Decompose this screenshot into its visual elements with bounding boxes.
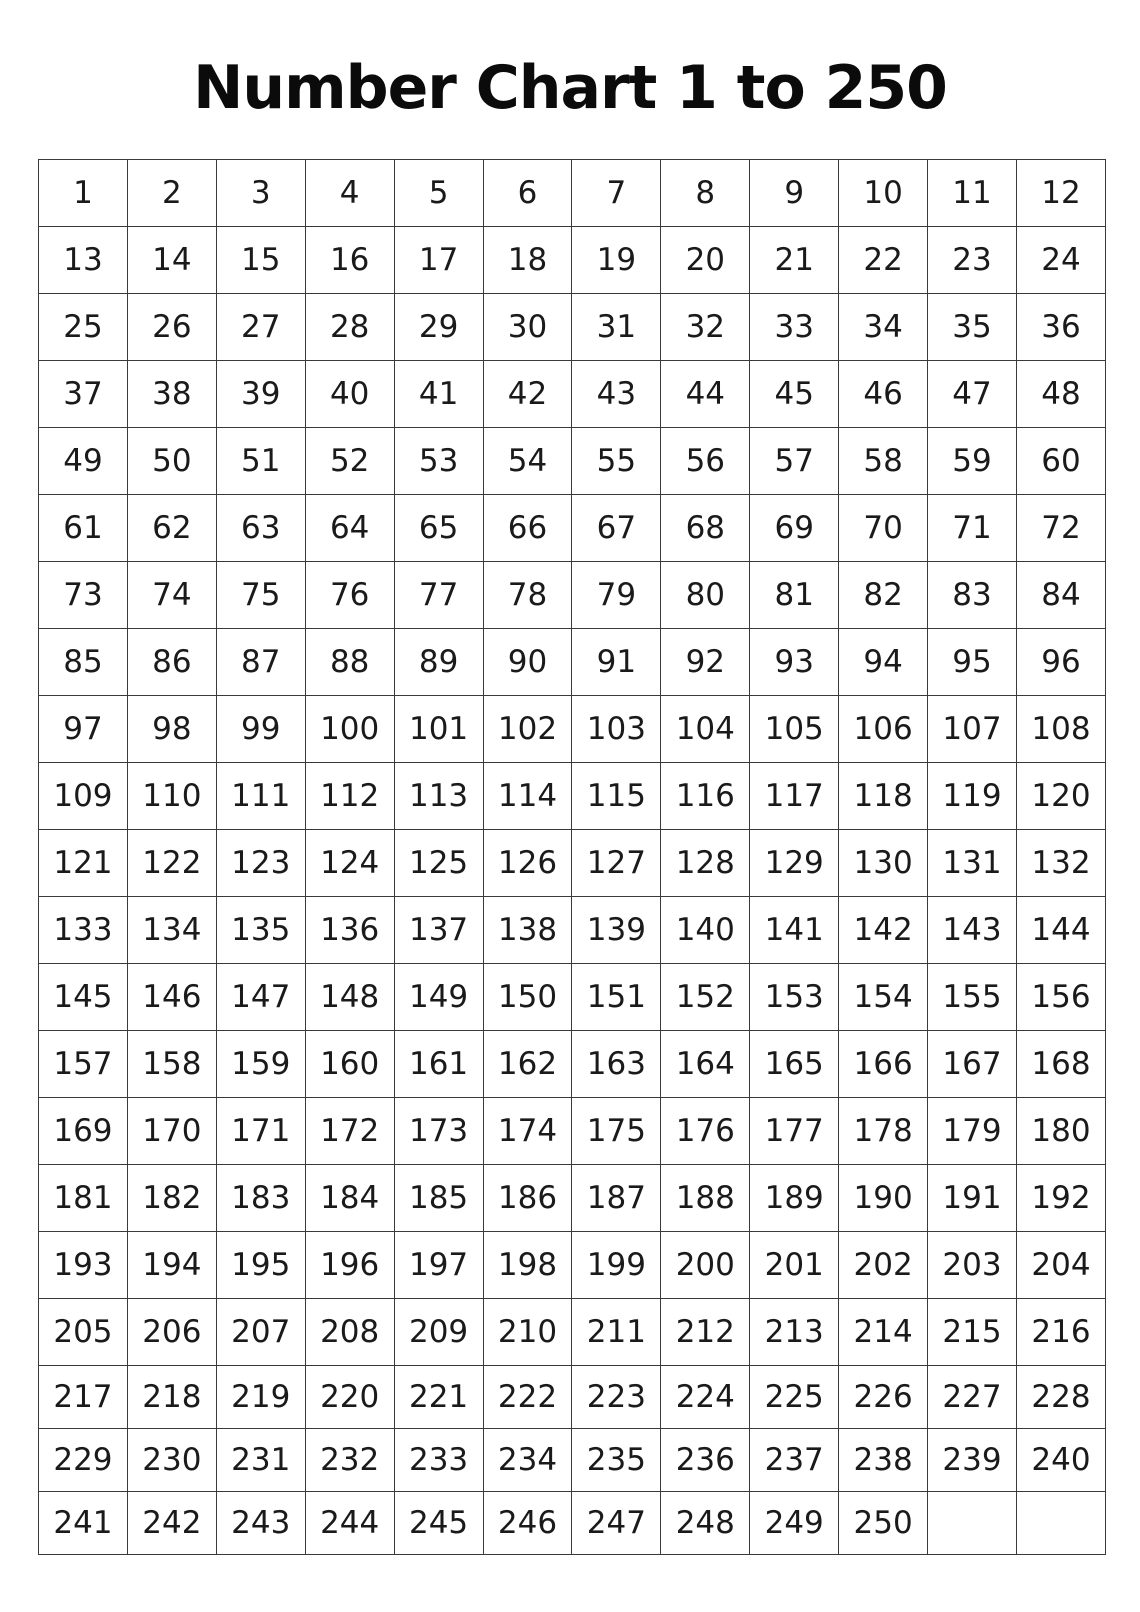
number-cell: 106 [839, 696, 928, 763]
number-cell: 58 [839, 428, 928, 495]
number-cell: 2 [127, 160, 216, 227]
number-grid [38, 159, 1106, 1555]
number-cell: 25 [39, 294, 128, 361]
number-cell: 107 [928, 696, 1017, 763]
number-cell: 165 [750, 1031, 839, 1098]
number-cell: 192 [1016, 1165, 1105, 1232]
number-cell: 230 [127, 1429, 216, 1492]
number-cell: 16 [305, 227, 394, 294]
number-cell: 188 [661, 1165, 750, 1232]
number-cell: 174 [483, 1098, 572, 1165]
number-cell: 8 [661, 160, 750, 227]
number-cell: 77 [394, 562, 483, 629]
number-cell: 205 [39, 1299, 128, 1366]
number-cell: 118 [839, 763, 928, 830]
number-cell: 162 [483, 1031, 572, 1098]
number-cell: 185 [394, 1165, 483, 1232]
number-cell: 15 [216, 227, 305, 294]
number-cell: 83 [928, 562, 1017, 629]
number-cell: 159 [216, 1031, 305, 1098]
number-cell: 73 [39, 562, 128, 629]
number-cell: 204 [1016, 1232, 1105, 1299]
number-cell: 187 [572, 1165, 661, 1232]
number-cell: 69 [750, 495, 839, 562]
number-cell: 216 [1016, 1299, 1105, 1366]
grid-row [39, 830, 1106, 897]
number-cell: 139 [572, 897, 661, 964]
number-cell: 169 [39, 1098, 128, 1165]
number-cell: 53 [394, 428, 483, 495]
number-cell: 186 [483, 1165, 572, 1232]
number-cell: 60 [1016, 428, 1105, 495]
number-cell: 132 [1016, 830, 1105, 897]
grid-row [39, 227, 1106, 294]
number-cell: 154 [839, 964, 928, 1031]
grid-row [39, 696, 1106, 763]
number-cell: 71 [928, 495, 1017, 562]
number-cell: 145 [39, 964, 128, 1031]
number-cell: 226 [839, 1366, 928, 1429]
number-cell: 206 [127, 1299, 216, 1366]
number-cell: 124 [305, 830, 394, 897]
number-cell: 157 [39, 1031, 128, 1098]
number-cell: 20 [661, 227, 750, 294]
number-cell: 213 [750, 1299, 839, 1366]
number-cell: 6 [483, 160, 572, 227]
number-cell: 31 [572, 294, 661, 361]
number-cell: 32 [661, 294, 750, 361]
number-cell: 155 [928, 964, 1017, 1031]
number-cell: 115 [572, 763, 661, 830]
number-cell: 195 [216, 1232, 305, 1299]
number-cell: 158 [127, 1031, 216, 1098]
number-cell: 23 [928, 227, 1017, 294]
number-cell: 201 [750, 1232, 839, 1299]
number-cell: 84 [1016, 562, 1105, 629]
number-cell: 134 [127, 897, 216, 964]
number-cell: 95 [928, 629, 1017, 696]
number-cell: 152 [661, 964, 750, 1031]
number-cell: 44 [661, 361, 750, 428]
number-cell: 119 [928, 763, 1017, 830]
number-cell: 209 [394, 1299, 483, 1366]
number-cell: 222 [483, 1366, 572, 1429]
number-cell: 223 [572, 1366, 661, 1429]
number-cell: 168 [1016, 1031, 1105, 1098]
number-cell: 113 [394, 763, 483, 830]
number-cell: 101 [394, 696, 483, 763]
number-cell: 136 [305, 897, 394, 964]
number-cell: 98 [127, 696, 216, 763]
number-cell: 207 [216, 1299, 305, 1366]
number-cell: 36 [1016, 294, 1105, 361]
grid-row [39, 1492, 1106, 1555]
number-cell: 43 [572, 361, 661, 428]
grid-row [39, 1098, 1106, 1165]
number-cell: 111 [216, 763, 305, 830]
number-cell: 94 [839, 629, 928, 696]
number-cell: 141 [750, 897, 839, 964]
number-cell: 245 [394, 1492, 483, 1555]
grid-row [39, 1165, 1106, 1232]
number-cell: 91 [572, 629, 661, 696]
number-cell: 11 [928, 160, 1017, 227]
number-cell: 45 [750, 361, 839, 428]
number-cell: 144 [1016, 897, 1105, 964]
number-cell: 93 [750, 629, 839, 696]
number-cell: 56 [661, 428, 750, 495]
number-cell: 12 [1016, 160, 1105, 227]
number-cell: 37 [39, 361, 128, 428]
number-grid-body [39, 160, 1106, 1555]
number-cell: 9 [750, 160, 839, 227]
number-cell: 171 [216, 1098, 305, 1165]
number-cell: 99 [216, 696, 305, 763]
number-cell: 103 [572, 696, 661, 763]
grid-row [39, 897, 1106, 964]
number-cell: 125 [394, 830, 483, 897]
number-cell: 86 [127, 629, 216, 696]
number-cell: 170 [127, 1098, 216, 1165]
number-cell: 10 [839, 160, 928, 227]
number-cell: 143 [928, 897, 1017, 964]
number-cell: 248 [661, 1492, 750, 1555]
number-cell: 140 [661, 897, 750, 964]
number-cell: 38 [127, 361, 216, 428]
number-cell: 112 [305, 763, 394, 830]
number-cell: 96 [1016, 629, 1105, 696]
number-cell: 131 [928, 830, 1017, 897]
number-cell: 148 [305, 964, 394, 1031]
number-cell: 52 [305, 428, 394, 495]
number-cell: 26 [127, 294, 216, 361]
number-cell: 180 [1016, 1098, 1105, 1165]
number-cell: 172 [305, 1098, 394, 1165]
number-cell: 243 [216, 1492, 305, 1555]
number-cell: 225 [750, 1366, 839, 1429]
number-cell: 79 [572, 562, 661, 629]
number-cell: 13 [39, 227, 128, 294]
number-cell: 46 [839, 361, 928, 428]
number-cell: 249 [750, 1492, 839, 1555]
number-cell: 22 [839, 227, 928, 294]
grid-row [39, 1031, 1106, 1098]
grid-row [39, 1299, 1106, 1366]
number-cell: 194 [127, 1232, 216, 1299]
number-cell: 241 [39, 1492, 128, 1555]
number-cell: 19 [572, 227, 661, 294]
number-cell: 135 [216, 897, 305, 964]
number-cell: 70 [839, 495, 928, 562]
number-cell: 163 [572, 1031, 661, 1098]
grid-row [39, 562, 1106, 629]
number-cell: 231 [216, 1429, 305, 1492]
number-cell: 14 [127, 227, 216, 294]
number-cell: 224 [661, 1366, 750, 1429]
number-cell: 217 [39, 1366, 128, 1429]
number-cell: 233 [394, 1429, 483, 1492]
grid-row [39, 1232, 1106, 1299]
number-cell: 35 [928, 294, 1017, 361]
number-cell: 214 [839, 1299, 928, 1366]
number-cell: 189 [750, 1165, 839, 1232]
number-cell: 57 [750, 428, 839, 495]
number-cell: 89 [394, 629, 483, 696]
number-cell: 104 [661, 696, 750, 763]
number-cell: 42 [483, 361, 572, 428]
number-cell: 97 [39, 696, 128, 763]
number-cell: 59 [928, 428, 1017, 495]
grid-row [39, 763, 1106, 830]
number-cell: 142 [839, 897, 928, 964]
number-cell: 181 [39, 1165, 128, 1232]
number-cell: 240 [1016, 1429, 1105, 1492]
grid-row [39, 294, 1106, 361]
number-cell: 239 [928, 1429, 1017, 1492]
number-cell: 110 [127, 763, 216, 830]
number-cell: 88 [305, 629, 394, 696]
number-cell: 29 [394, 294, 483, 361]
number-cell: 202 [839, 1232, 928, 1299]
number-cell: 129 [750, 830, 839, 897]
number-cell: 161 [394, 1031, 483, 1098]
number-cell: 61 [39, 495, 128, 562]
number-cell: 182 [127, 1165, 216, 1232]
number-cell: 21 [750, 227, 839, 294]
number-cell: 33 [750, 294, 839, 361]
number-cell: 184 [305, 1165, 394, 1232]
grid-row [39, 1429, 1106, 1492]
page-title: Number Chart 1 to 250 [193, 53, 947, 123]
number-cell: 130 [839, 830, 928, 897]
number-cell: 54 [483, 428, 572, 495]
number-cell: 55 [572, 428, 661, 495]
number-cell: 246 [483, 1492, 572, 1555]
empty-cell [928, 1492, 1017, 1555]
number-cell: 102 [483, 696, 572, 763]
number-cell: 66 [483, 495, 572, 562]
grid-row [39, 964, 1106, 1031]
number-cell: 178 [839, 1098, 928, 1165]
number-cell: 65 [394, 495, 483, 562]
number-cell: 236 [661, 1429, 750, 1492]
number-cell: 116 [661, 763, 750, 830]
number-cell: 146 [127, 964, 216, 1031]
number-cell: 76 [305, 562, 394, 629]
number-cell: 164 [661, 1031, 750, 1098]
number-cell: 150 [483, 964, 572, 1031]
number-cell: 64 [305, 495, 394, 562]
number-cell: 87 [216, 629, 305, 696]
number-cell: 199 [572, 1232, 661, 1299]
number-cell: 203 [928, 1232, 1017, 1299]
number-cell: 120 [1016, 763, 1105, 830]
number-cell: 133 [39, 897, 128, 964]
number-cell: 62 [127, 495, 216, 562]
number-cell: 41 [394, 361, 483, 428]
number-cell: 40 [305, 361, 394, 428]
number-cell: 123 [216, 830, 305, 897]
number-cell: 151 [572, 964, 661, 1031]
number-cell: 218 [127, 1366, 216, 1429]
number-cell: 50 [127, 428, 216, 495]
number-cell: 160 [305, 1031, 394, 1098]
number-cell: 211 [572, 1299, 661, 1366]
number-cell: 215 [928, 1299, 1017, 1366]
number-cell: 208 [305, 1299, 394, 1366]
grid-row [39, 629, 1106, 696]
number-cell: 127 [572, 830, 661, 897]
number-cell: 90 [483, 629, 572, 696]
number-cell: 4 [305, 160, 394, 227]
grid-row [39, 428, 1106, 495]
number-cell: 177 [750, 1098, 839, 1165]
number-cell: 221 [394, 1366, 483, 1429]
number-cell: 147 [216, 964, 305, 1031]
number-cell: 228 [1016, 1366, 1105, 1429]
grid-row [39, 361, 1106, 428]
number-cell: 229 [39, 1429, 128, 1492]
number-cell: 238 [839, 1429, 928, 1492]
number-cell: 27 [216, 294, 305, 361]
number-cell: 39 [216, 361, 305, 428]
grid-row [39, 160, 1106, 227]
number-cell: 82 [839, 562, 928, 629]
number-cell: 197 [394, 1232, 483, 1299]
number-cell: 49 [39, 428, 128, 495]
number-cell: 166 [839, 1031, 928, 1098]
number-cell: 30 [483, 294, 572, 361]
number-cell: 51 [216, 428, 305, 495]
number-cell: 105 [750, 696, 839, 763]
number-cell: 137 [394, 897, 483, 964]
number-cell: 34 [839, 294, 928, 361]
number-cell: 24 [1016, 227, 1105, 294]
number-cell: 100 [305, 696, 394, 763]
number-cell: 85 [39, 629, 128, 696]
grid-row [39, 495, 1106, 562]
number-cell: 200 [661, 1232, 750, 1299]
number-cell: 190 [839, 1165, 928, 1232]
number-cell: 210 [483, 1299, 572, 1366]
number-cell: 193 [39, 1232, 128, 1299]
number-cell: 237 [750, 1429, 839, 1492]
number-cell: 122 [127, 830, 216, 897]
empty-cell [1016, 1492, 1105, 1555]
grid-row [39, 1366, 1106, 1429]
number-cell: 191 [928, 1165, 1017, 1232]
number-cell: 244 [305, 1492, 394, 1555]
number-cell: 247 [572, 1492, 661, 1555]
number-cell: 149 [394, 964, 483, 1031]
number-cell: 250 [839, 1492, 928, 1555]
number-cell: 92 [661, 629, 750, 696]
number-cell: 176 [661, 1098, 750, 1165]
number-cell: 198 [483, 1232, 572, 1299]
number-cell: 156 [1016, 964, 1105, 1031]
number-cell: 1 [39, 160, 128, 227]
number-cell: 75 [216, 562, 305, 629]
number-cell: 18 [483, 227, 572, 294]
number-cell: 173 [394, 1098, 483, 1165]
number-cell: 72 [1016, 495, 1105, 562]
number-cell: 67 [572, 495, 661, 562]
number-cell: 227 [928, 1366, 1017, 1429]
number-cell: 219 [216, 1366, 305, 1429]
number-cell: 114 [483, 763, 572, 830]
number-cell: 63 [216, 495, 305, 562]
number-cell: 138 [483, 897, 572, 964]
number-cell: 3 [216, 160, 305, 227]
number-cell: 109 [39, 763, 128, 830]
number-cell: 179 [928, 1098, 1017, 1165]
number-cell: 28 [305, 294, 394, 361]
number-cell: 126 [483, 830, 572, 897]
number-cell: 175 [572, 1098, 661, 1165]
number-cell: 7 [572, 160, 661, 227]
number-cell: 183 [216, 1165, 305, 1232]
number-cell: 153 [750, 964, 839, 1031]
number-cell: 5 [394, 160, 483, 227]
number-cell: 78 [483, 562, 572, 629]
number-cell: 48 [1016, 361, 1105, 428]
number-cell: 234 [483, 1429, 572, 1492]
number-cell: 108 [1016, 696, 1105, 763]
number-cell: 212 [661, 1299, 750, 1366]
number-cell: 74 [127, 562, 216, 629]
number-cell: 47 [928, 361, 1017, 428]
number-cell: 17 [394, 227, 483, 294]
number-cell: 117 [750, 763, 839, 830]
number-cell: 242 [127, 1492, 216, 1555]
number-cell: 220 [305, 1366, 394, 1429]
number-cell: 128 [661, 830, 750, 897]
number-cell: 196 [305, 1232, 394, 1299]
number-cell: 121 [39, 830, 128, 897]
number-cell: 167 [928, 1031, 1017, 1098]
number-cell: 80 [661, 562, 750, 629]
number-cell: 68 [661, 495, 750, 562]
number-cell: 232 [305, 1429, 394, 1492]
number-cell: 81 [750, 562, 839, 629]
number-cell: 235 [572, 1429, 661, 1492]
